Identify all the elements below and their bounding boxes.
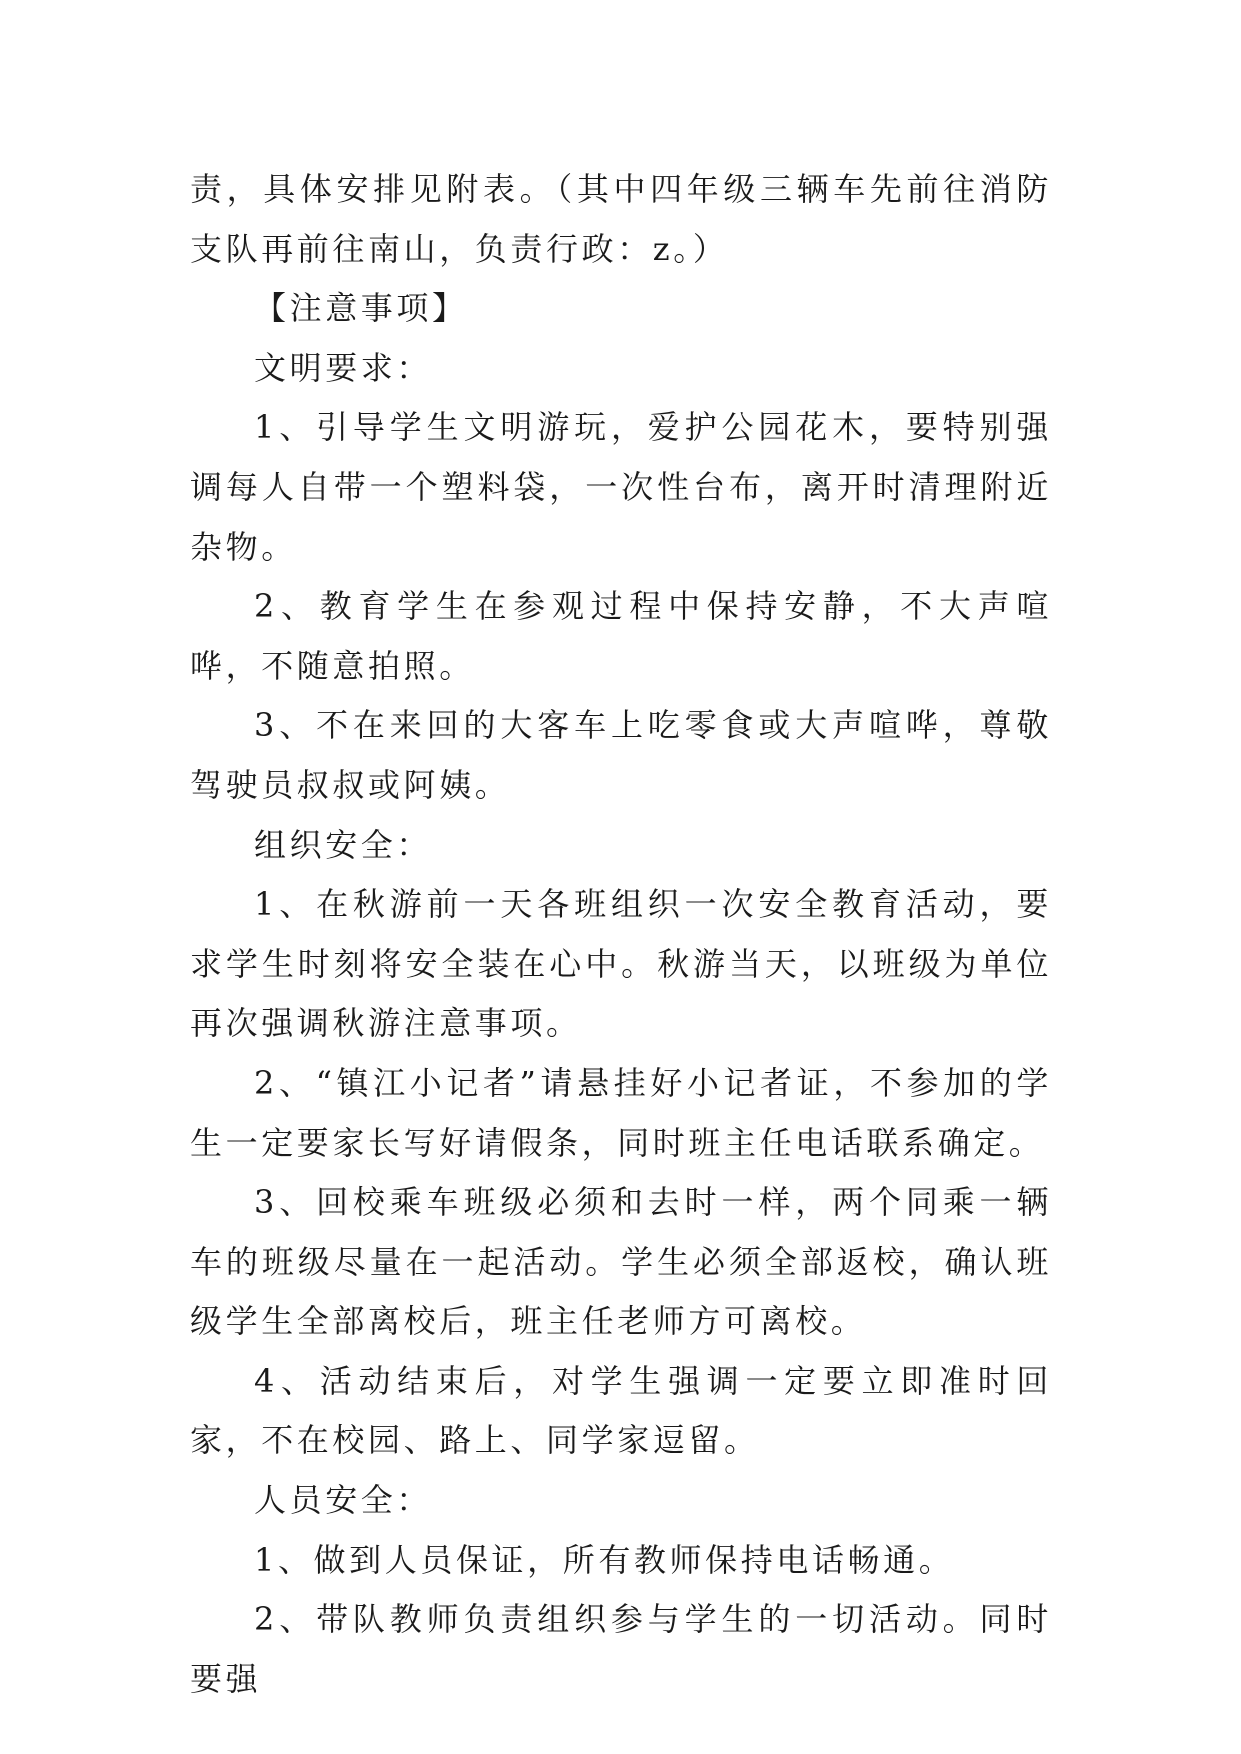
subheading-organization-safety: 组织安全： xyxy=(254,825,433,864)
paragraph-personnel-1: 1、做到人员保证，所有教师保持电话畅通。 xyxy=(254,1540,955,1579)
paragraph-civility-3: 3、不在来回的大客车上吃零食或大声喧哗，尊敬驾驶员叔叔或阿姨。 xyxy=(190,706,1052,804)
paragraph-civility-1: 1、引导学生文明游玩，爱护公园花木，要特别强调每人自带一个塑料袋，一次性台布，离开时清理附近杂物。 xyxy=(190,408,1052,566)
subheading-personnel-safety: 人员安全： xyxy=(254,1481,433,1520)
paragraph-organization-1: 1、在秋游前一天各班组织一次安全教育活动，要求学生时刻将安全装在心中。秋游当天，以班级为单位再次强调秋游注意事项。 xyxy=(190,885,1052,1043)
subheading-civility: 文明要求： xyxy=(254,348,433,387)
section-heading-notes: 【注意事项】 xyxy=(254,289,468,328)
paragraph-organization-3: 3、回校乘车班级必须和去时一样，两个同乘一辆车的班级尽量在一起活动。学生必须全部返校，确认班级学生全部离校后，班主任老师方可离校。 xyxy=(190,1183,1052,1341)
paragraph-civility-2: 2、教育学生在参观过程中保持安静，不大声喧哗，不随意拍照。 xyxy=(190,587,1052,685)
paragraph-personnel-2: 2、带队教师负责组织参与学生的一切活动。同时要强 xyxy=(190,1600,1052,1698)
document-body xyxy=(190,160,1052,1709)
paragraph-organization-2: 2、“镇江小记者”请悬挂好小记者证，不参加的学生一定要家长写好请假条，同时班主任电话联系确定。 xyxy=(190,1063,1052,1162)
paragraph-schedule-note: 责，具体安排见附表。（其中四年级三辆车先前往消防支队再前往南山，负责行政：z。） xyxy=(190,170,1052,268)
paragraph-organization-4: 4、活动结束后，对学生强调一定要立即准时回家，不在校园、路上、同学家逗留。 xyxy=(190,1361,1052,1460)
